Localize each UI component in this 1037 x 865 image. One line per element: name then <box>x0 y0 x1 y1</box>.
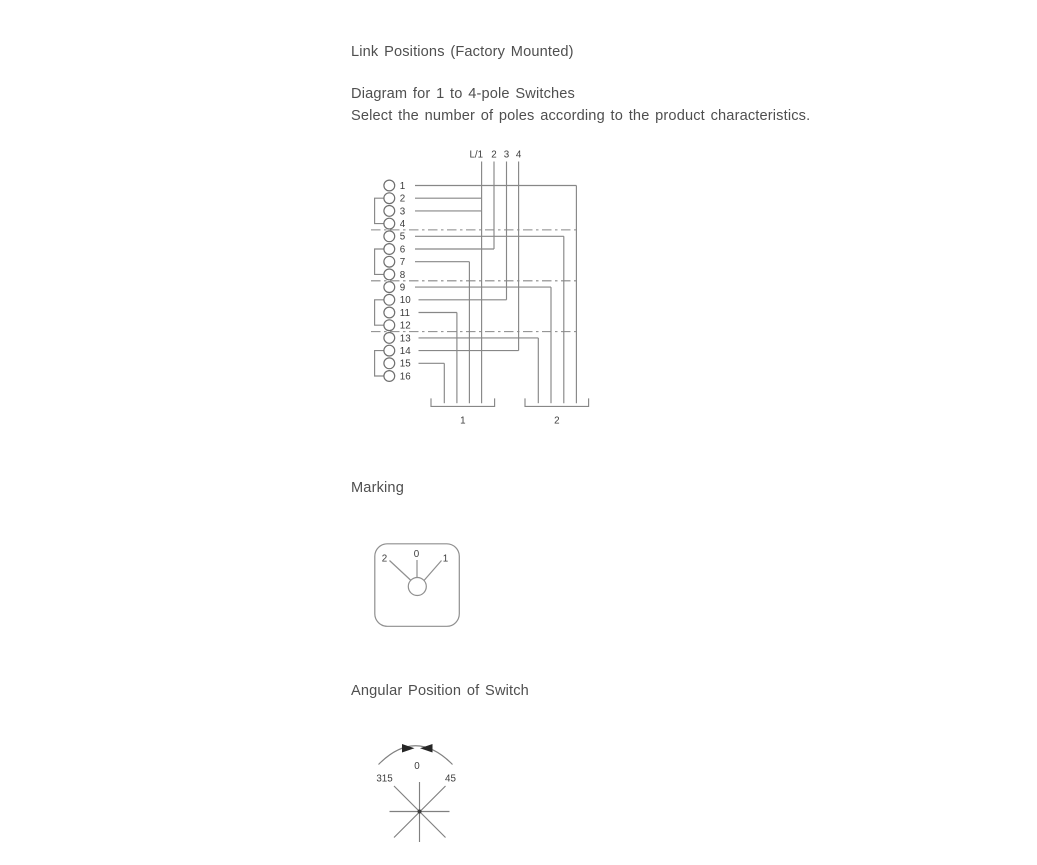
arrowhead-left-icon <box>420 744 433 753</box>
angular-heading: Angular Position of Switch <box>351 683 529 699</box>
marking-knob <box>408 578 426 596</box>
angle-label-0: 0 <box>414 761 420 772</box>
terminal-circle <box>384 256 395 267</box>
terminal-circle <box>384 218 395 229</box>
marking-symbol <box>370 539 465 634</box>
marking-position-0: 0 <box>413 549 420 560</box>
terminal-number: 11 <box>399 307 410 319</box>
page-title: Link Positions (Factory Mounted) <box>351 44 574 60</box>
terminal-number: 4 <box>399 219 406 230</box>
terminal-circle <box>384 358 395 369</box>
terminal-circle <box>384 244 395 255</box>
terminal-number: 14 <box>399 346 411 357</box>
terminal-number: 9 <box>399 282 406 294</box>
terminal-circle <box>384 282 395 293</box>
terminal-number: 7 <box>399 257 406 269</box>
terminal-circle <box>384 307 395 318</box>
input-label: L/1 <box>469 149 484 161</box>
factory-link <box>375 249 384 274</box>
position-bracket-1 <box>431 398 495 406</box>
terminal-circle <box>384 294 395 305</box>
input-label: 2 <box>491 149 497 161</box>
terminal-circle <box>384 231 395 242</box>
factory-link <box>375 300 384 325</box>
position-label-1: 1 <box>460 415 466 427</box>
marking-position-1: 1 <box>442 553 449 565</box>
terminal-number: 15 <box>399 358 411 370</box>
terminal-number: 5 <box>399 231 406 243</box>
position-label-2: 2 <box>554 415 560 427</box>
terminal-number: 12 <box>399 320 411 332</box>
input-label: 3 <box>503 149 510 161</box>
angle-label-315: 315 <box>376 773 393 785</box>
angle-label-45: 45 <box>445 773 456 785</box>
terminal-circle <box>384 180 395 191</box>
factory-link <box>375 351 384 376</box>
terminal-number: 16 <box>399 371 411 383</box>
terminal-circle <box>384 333 395 344</box>
terminal-circle <box>384 193 395 204</box>
terminal-number: 13 <box>399 333 411 345</box>
terminal-circle <box>384 206 395 217</box>
terminal-number: 8 <box>399 269 406 281</box>
factory-link <box>375 198 384 223</box>
terminal-circle <box>384 320 395 331</box>
terminal-number: 2 <box>399 193 406 205</box>
input-label: 4 <box>515 149 522 161</box>
terminal-circle <box>384 269 395 280</box>
arrowhead-right-icon <box>402 744 415 753</box>
star-center-dot <box>418 810 422 814</box>
position-bracket-2 <box>525 398 589 406</box>
diagram-heading: Diagram for 1 to 4-pole Switches <box>351 86 576 102</box>
diagram-note: Select the number of poles according to the product characteristics. <box>351 108 811 124</box>
marking-heading: Marking <box>351 480 404 496</box>
terminal-number: 1 <box>399 180 406 192</box>
terminal-number: 3 <box>399 206 406 218</box>
terminal-circle <box>384 345 395 356</box>
terminal-number: 10 <box>399 295 411 307</box>
marking-position-2: 2 <box>381 553 388 565</box>
angular-position-diagram <box>360 728 465 850</box>
terminal-number: 6 <box>399 244 406 256</box>
wiring-diagram <box>368 144 594 430</box>
terminal-circle <box>384 371 395 382</box>
